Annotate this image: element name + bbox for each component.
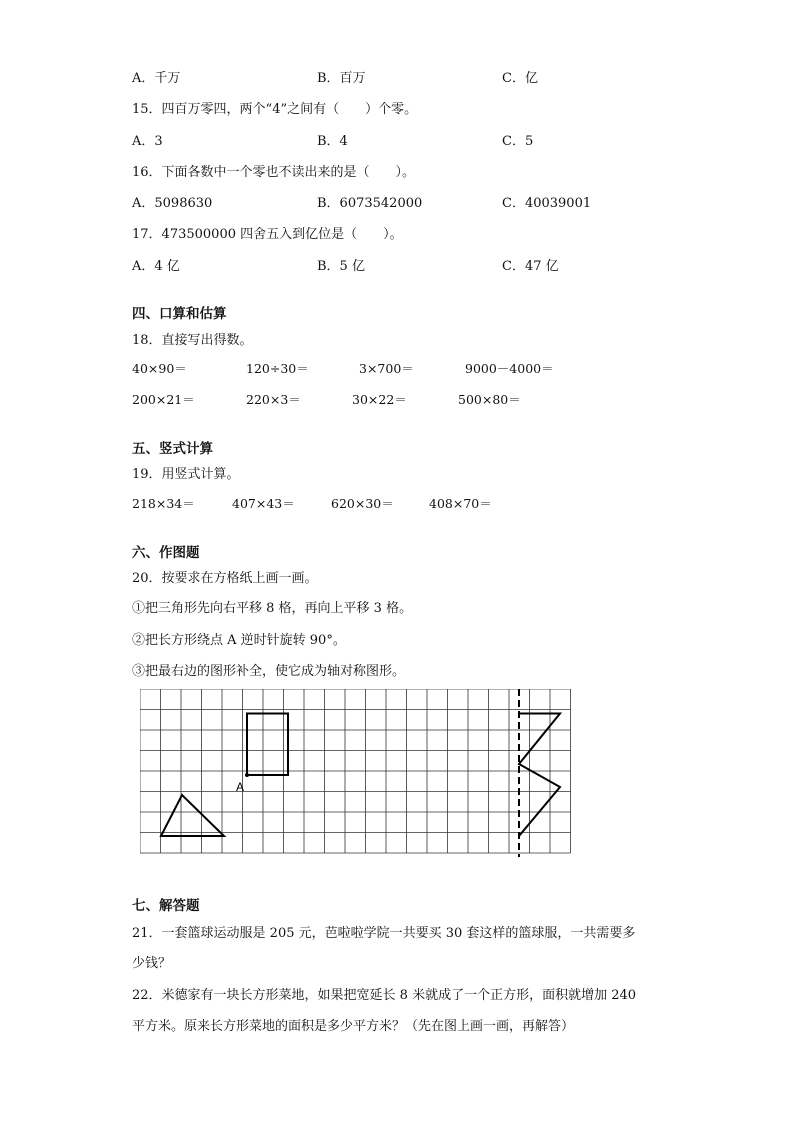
calc-item: 3×700＝ <box>359 361 414 376</box>
q21-line-1: 21．一套篮球运动服是 205 元，芭啦啦学院一共要买 30 套这样的篮球服，一共需要多 <box>132 926 636 941</box>
grid-paper <box>140 689 584 861</box>
q17-option-b: B．5 亿 <box>317 259 365 274</box>
q20-stem: 20．按要求在方格纸上画一画。 <box>132 571 318 586</box>
q16-stem: 16．下面各数中一个零也不读出来的是（ ）。 <box>132 165 416 180</box>
q16-option-b: B．6073542000 <box>317 196 423 211</box>
calc-item: 620×30＝ <box>331 496 394 511</box>
q14-option-b: B．百万 <box>317 71 366 86</box>
calc-item: 220×3＝ <box>246 392 301 407</box>
q15-stem: 15．四百万零四，两个“4”之间有（ ）个零。 <box>132 102 418 117</box>
section6-heading: 六、作图题 <box>132 545 200 561</box>
q15-option-c: C．5 <box>502 134 534 149</box>
point-a-label: A <box>236 780 245 794</box>
calc-item: 9000－4000＝ <box>465 361 554 376</box>
point-a-marker <box>245 773 249 777</box>
q22-line-2: 平方米。原来长方形菜地的面积是多少平方米？（先在图上画一画，再解答） <box>132 1019 575 1034</box>
q14-option-a: A．千万 <box>132 71 181 86</box>
calc-item: 120÷30＝ <box>246 361 309 376</box>
q16-option-a: A．5098630 <box>132 196 213 211</box>
section7-heading: 七、解答题 <box>132 898 200 914</box>
calc-item: 30×22＝ <box>352 392 407 407</box>
calc-item: 408×70＝ <box>429 496 492 511</box>
q21-line-2: 少钱？ <box>132 956 172 971</box>
triangle-shape <box>161 795 224 836</box>
q20-step-2: ②把长方形绕点 A 逆时针旋转 90°。 <box>132 633 346 648</box>
section5-heading: 五、竖式计算 <box>132 441 213 457</box>
half-figure-shape <box>519 714 560 837</box>
grid-lines <box>140 689 571 853</box>
q17-stem: 17．473500000 四舍五入到亿位是（ ）。 <box>132 227 403 242</box>
q18-stem: 18．直接写出得数。 <box>132 333 253 348</box>
q17-option-c: C．47 亿 <box>502 259 559 274</box>
q15-option-b: B．4 <box>317 134 348 149</box>
section4-heading: 四、口算和估算 <box>132 306 227 322</box>
q19-stem: 19．用竖式计算。 <box>132 467 240 482</box>
q16-option-c: C．40039001 <box>502 196 592 211</box>
calc-item: 40×90＝ <box>132 361 187 376</box>
rectangle-shape <box>247 714 288 776</box>
calc-item: 218×34＝ <box>132 496 195 511</box>
calc-item: 200×21＝ <box>132 392 195 407</box>
q17-option-a: A．4 亿 <box>132 259 180 274</box>
q20-step-1: ①把三角形先向右平移 8 格，再向上平移 3 格。 <box>132 601 413 616</box>
q20-step-3: ③把最右边的图形补全，使它成为轴对称图形。 <box>132 664 406 679</box>
q14-option-c: C．亿 <box>502 71 538 86</box>
calc-item: 407×43＝ <box>232 496 295 511</box>
q22-line-1: 22．米德家有一块长方形菜地，如果把宽延长 8 米就成了一个正方形，面积就增加 240 <box>132 988 637 1003</box>
calc-item: 500×80＝ <box>458 392 521 407</box>
q15-option-a: A．3 <box>132 134 163 149</box>
